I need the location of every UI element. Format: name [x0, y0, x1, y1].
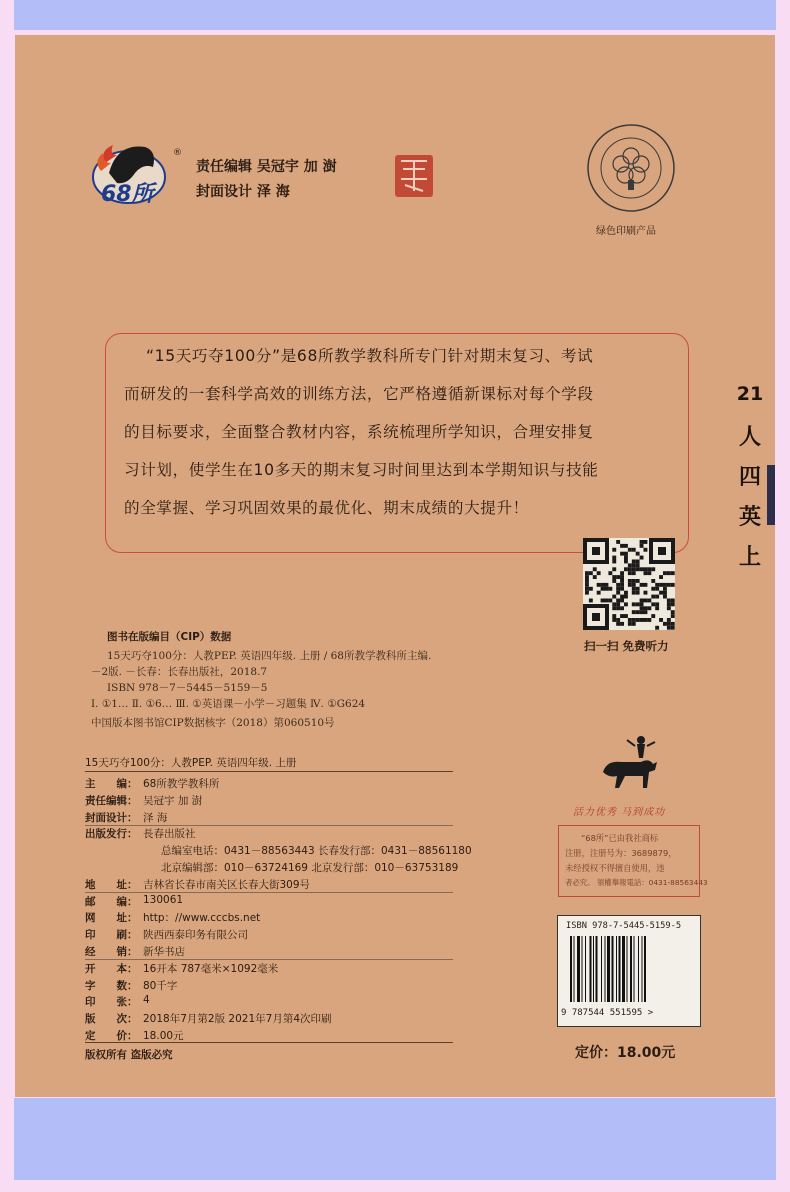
spine-label [730, 378, 770, 618]
barcode-isbn-text: ISBN 978-7-5445-5159-5 [566, 921, 682, 931]
registered-mark: ® [173, 148, 182, 158]
top-frame-band [14, 0, 776, 30]
colophon-value: 4 [143, 994, 150, 1007]
barcode-digits: 9 787544 551595 > [561, 1008, 654, 1018]
price-label: 定价：18.00元 [575, 1045, 676, 1061]
qr-code [583, 538, 675, 630]
colophon-value: 2018年7月第2版 2021年7月第4次印刷 [143, 1013, 332, 1026]
colophon-value: http：//www.cccbs.net [143, 912, 261, 925]
brand-logo [87, 133, 177, 211]
notice-line-4: 者必究。 領權舉報電話：0431-88563443 [565, 878, 708, 887]
colophon-value: 北京编辑部：010－63724169 北京发行部：010－63753189 [161, 862, 459, 874]
colophon-label: 出版发行： [85, 828, 138, 841]
colophon-label: 版 次： [85, 1013, 138, 1026]
cip-line-5: 中国版本图书馆CIP数据核字（2018）第060510号 [91, 717, 335, 729]
spine-char-1: 人 [738, 425, 761, 450]
spine-char-2: 四 [738, 465, 761, 490]
colophon-value: 18.00元 [143, 1030, 184, 1042]
colophon-label: 定 价： [85, 1030, 138, 1042]
colophon-rule-top [85, 771, 453, 772]
colophon-label: 开 本： [85, 962, 138, 975]
colophon-label: 邮 编： [85, 895, 138, 908]
cip-heading: 图书在版编目（CIP）数据 [107, 631, 232, 643]
colophon-value: 新华书店 [143, 946, 185, 958]
colophon-label: 网 址： [85, 912, 138, 925]
publisher-motto: 活力优秀 马到成功 [573, 807, 666, 818]
designer-credit: 封面设计 泽 海 [196, 184, 290, 200]
intro-box [105, 333, 689, 553]
intro-line-2: 而研发的一套科学高效的训练方法，它严格遵循新课标对每个学段 [124, 385, 594, 403]
colophon-value: 68所教学教科所 [143, 778, 220, 790]
cip-line-3: ISBN 978－7－5445－5159－5 [107, 682, 268, 694]
logo-text: 68所 [101, 182, 154, 207]
colophon-value: 16开本 787毫米×1092毫米 [143, 962, 279, 975]
colophon-value: 130061 [143, 893, 184, 906]
colophon-rule [85, 892, 453, 893]
colophon-rule [85, 825, 453, 826]
notice-line-1: “68所”已由我社商标 [581, 833, 659, 843]
cip-line-4: Ⅰ. ①1… Ⅱ. ①6… Ⅲ. ①英语课－小学－习题集 Ⅳ. ①G624 [91, 698, 366, 710]
trademark-notice [558, 825, 708, 897]
intro-line-5: 的全掌握、学习巩固效果的最优化、期末成绩的大提升！ [124, 499, 529, 517]
horse-rider-icon [597, 732, 667, 792]
spine-char-3: 英 [738, 505, 761, 530]
cip-line-1: 15天巧夺100分：人教PEP. 英语四年级. 上册 / 68所教学教科所主编. [107, 650, 432, 662]
book-title: 15天巧夺100分：人教PEP. 英语四年级. 上册 [85, 757, 297, 769]
colophon-label: 地 址： [85, 878, 138, 891]
intro-line-3: 的目标要求，全面整合教材内容，系统梳理所学知识，合理安排复 [124, 423, 594, 441]
spine-number: 21 [736, 383, 764, 405]
intro-line-1: “15天巧夺100分”是68所教学教科所专门针对期末复习、考试 [146, 347, 594, 365]
environmental-label-icon [585, 122, 677, 214]
copyright-notice: 版权所有 盗版必究 [85, 1049, 173, 1061]
colophon-label: 字 数： [85, 979, 138, 992]
notice-line-3: 未经授权不得擅自使用，违 [565, 863, 665, 873]
barcode-bars-icon [570, 936, 688, 1002]
colophon-label: 封面设计： [85, 811, 138, 824]
colophon-value: 陕西西泰印务有限公司 [143, 929, 248, 942]
colophon-value: 長春出版社 [143, 828, 196, 841]
green-printing-logo [585, 122, 677, 214]
bottom-frame-band [14, 1098, 776, 1180]
colophon-rule-bottom [85, 1042, 453, 1043]
colophon-value: 吴冠宇 加 澍 [143, 794, 203, 807]
editor-credit: 责任编辑 吴冠宇 加 澍 [196, 159, 337, 175]
publisher-emblem [597, 732, 667, 792]
notice-line-2: 注册，注册号为：3689879， [565, 848, 677, 858]
red-seal-stamp [395, 155, 433, 197]
colophon-label: 印 张： [85, 996, 138, 1009]
intro-line-4: 习计划，使学生在10多天的期末复习时间里达到本学期知识与技能 [124, 461, 599, 479]
green-printing-caption: 绿色印刷产品 [596, 226, 656, 237]
cip-line-2: －2版. －长春：长春出版社，2018.7 [91, 666, 268, 678]
colophon-value: 80千字 [143, 979, 178, 992]
colophon-value: 总编室电话：0431－88563443 长春发行部：0431－88561180 [161, 845, 472, 858]
spine-edge-mark [767, 465, 775, 525]
colophon-label: 责任编辑： [85, 794, 138, 807]
qr-caption: 扫一扫 免费听力 [584, 639, 669, 653]
colophon-label: 经 销： [85, 946, 138, 958]
colophon-value: 泽 海 [143, 811, 168, 824]
spine-char-4: 上 [738, 545, 761, 570]
colophon-value: 吉林省长春市南关区长春大街309号 [143, 878, 311, 891]
isbn-barcode [557, 915, 701, 1027]
colophon-label: 印 刷： [85, 929, 138, 942]
colophon-label: 主 编： [85, 778, 138, 790]
book-back-cover [15, 35, 775, 1097]
